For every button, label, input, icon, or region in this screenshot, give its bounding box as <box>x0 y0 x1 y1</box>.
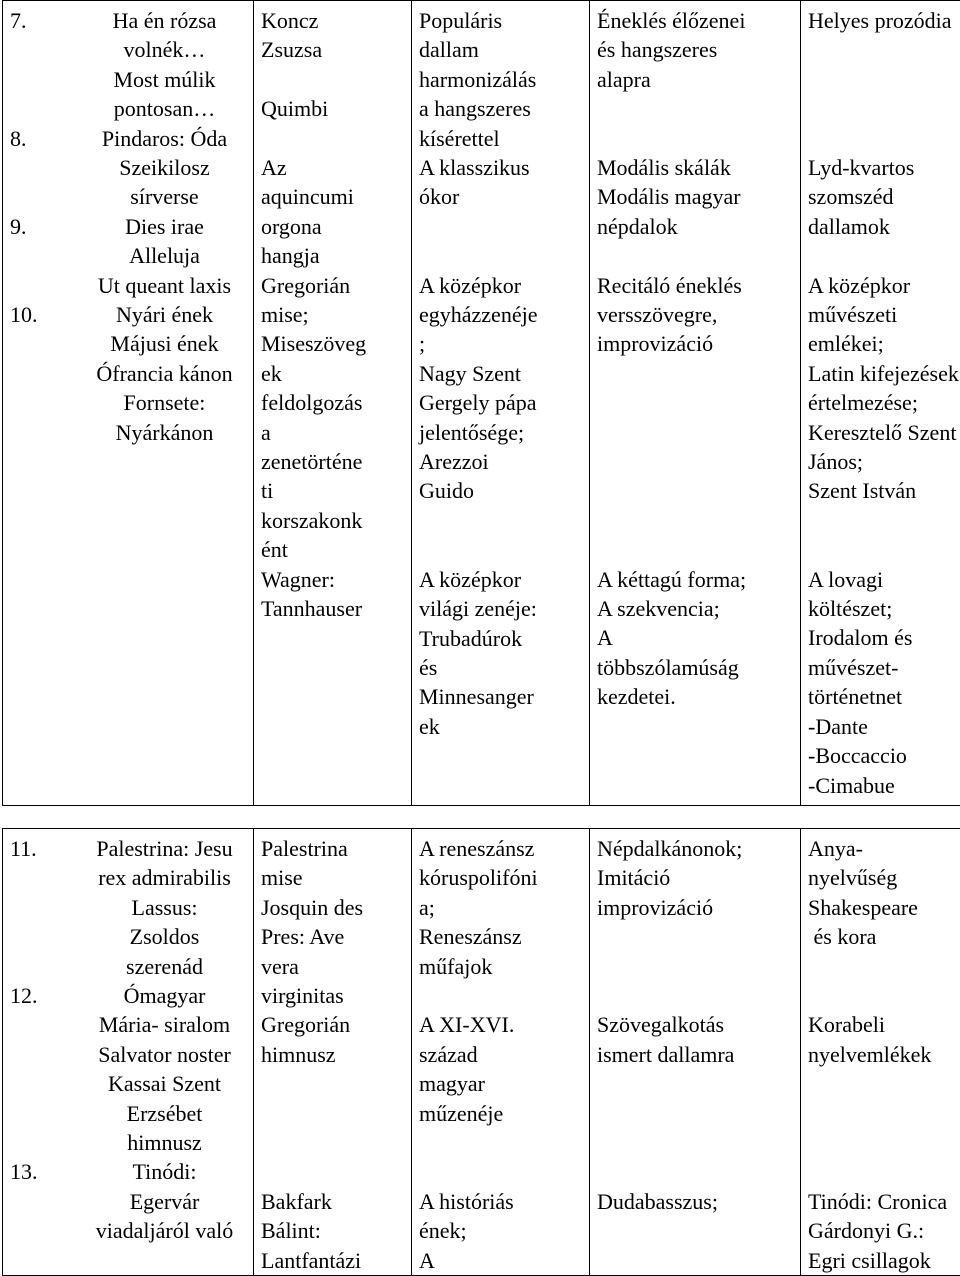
cell-text-line: Lantfantázi <box>261 1247 362 1273</box>
song-item <box>10 981 247 1157</box>
cell-text-line: egyházzenéje <box>419 302 538 328</box>
cell-text-line: Nyárkánon <box>115 419 214 445</box>
cell-text-line: A szekvencia; <box>597 596 720 622</box>
cell-text-line: Nagy Szent <box>419 360 522 386</box>
cell-text-line: kóruspolifóni <box>419 865 538 891</box>
cell-block <box>597 6 794 94</box>
cell-text-line: Egri csillagok <box>808 1247 931 1273</box>
song-title <box>82 212 247 300</box>
cell-text-line: Keresztelő Szent <box>808 419 957 445</box>
cell-text-line: Latin kifejezések <box>808 360 959 386</box>
cell-text-line: Ófrancia kánon <box>96 360 233 386</box>
cell-text-line: Guido <box>419 478 474 504</box>
cell-text-line: értelmezése; <box>808 390 918 416</box>
topic-cell <box>412 829 590 1276</box>
cell-text-line: népdalok <box>597 213 678 239</box>
cell-text-line: Miseszöveg <box>261 331 367 357</box>
cell-text-line: -Cimabue <box>808 772 895 798</box>
cell-text-line: költészet; <box>808 596 893 622</box>
cell-text-line: Egervár <box>129 1188 200 1214</box>
cell-text-line: Népdalkánonok; <box>597 836 743 861</box>
cell-text-line: Zsuzsa <box>261 37 323 63</box>
cell-text-line: művészeti <box>808 302 898 328</box>
cell-text-line: magyar <box>419 1071 485 1097</box>
cell-block <box>597 1187 794 1216</box>
cell-text-line: többszólamúság <box>597 654 739 680</box>
cell-text-line: Gergely pápa <box>419 390 537 416</box>
cell-block <box>419 153 583 212</box>
cell-text-line: Mária- siralom <box>98 1012 231 1038</box>
cell-text-line: ek <box>419 713 440 739</box>
cell-text-line: sírverse <box>130 184 199 210</box>
song-cell <box>3 829 254 1276</box>
cell-text-line: Anya- <box>808 836 863 861</box>
cell-text-line: rex admirabilis <box>98 865 231 891</box>
song-list <box>10 834 247 1246</box>
cell-text-line: volnék… <box>123 37 206 63</box>
cell-text-line: Most múlik <box>113 66 216 92</box>
cell-text-line: és kora <box>808 924 877 950</box>
cell-text-line: jelentősége; <box>419 419 525 445</box>
cell-text-line <box>261 65 405 94</box>
cell-text-line: Modális magyar <box>597 184 741 210</box>
cell-text-line: Gárdonyi G.: <box>808 1218 925 1244</box>
cell-block <box>597 271 794 359</box>
cell-block <box>261 565 405 624</box>
cell-text-line: Alleluja <box>129 243 200 269</box>
song-title <box>82 124 247 212</box>
curriculum-table-top <box>2 0 960 806</box>
cell-text-line: a <box>261 419 271 445</box>
song-number: 8. <box>10 125 27 151</box>
cell-block <box>419 271 583 506</box>
cell-text-line: szomszéd <box>808 184 894 210</box>
listening-cell <box>254 829 412 1276</box>
song-item <box>10 300 247 447</box>
cell-text-line: Ómagyar <box>123 983 206 1009</box>
cell-text-line: -Dante <box>808 713 868 739</box>
cell-text-line: század <box>419 1041 478 1067</box>
cell-text-line: Populáris <box>419 8 503 33</box>
cell-text-line: A kéttagú forma; <box>597 566 747 592</box>
cell-text-line: és hangszeres <box>597 37 718 63</box>
cell-text-line: A középkor <box>419 566 522 592</box>
cell-text-line: mise <box>261 865 303 891</box>
song-number: 10. <box>10 302 38 328</box>
song-title <box>82 1157 247 1245</box>
cell-text-line: ókor <box>419 184 460 210</box>
cell-text-line: Szent István <box>808 478 917 504</box>
cell-text-line: hangja <box>261 243 320 269</box>
cell-text-line: A <box>419 1247 435 1273</box>
cell-text-line: Zsoldos <box>129 924 200 950</box>
cell-text-line: pontosan… <box>113 96 216 122</box>
cell-block <box>261 153 405 271</box>
cell-text-line: A lovagi <box>808 566 884 592</box>
cell-text-line: mise; <box>261 302 309 328</box>
cell-block <box>808 565 960 800</box>
cell-text-line: Az <box>261 155 287 181</box>
cell-block <box>808 834 960 952</box>
cell-text-line: emlékei; <box>808 331 884 357</box>
cell-block <box>261 1010 405 1069</box>
cell-text-line: Reneszánsz <box>419 924 522 950</box>
cell-text-line: Kassai Szent <box>107 1071 222 1097</box>
cell-text-line: Minnesanger <box>419 684 534 710</box>
song-number: 11. <box>10 836 37 861</box>
cell-text-line: művészet- <box>808 654 899 680</box>
cell-text-line: Pres: Ave <box>261 924 345 950</box>
cell-text-line: Nyári ének <box>115 302 214 328</box>
cell-block <box>419 1187 583 1275</box>
cell-text-line: Ut queant laxis <box>97 272 232 298</box>
cell-block <box>419 1010 583 1128</box>
cell-block <box>597 153 794 241</box>
cell-text-line: ti <box>261 478 274 504</box>
cell-block <box>808 271 960 506</box>
cell-text-line: világi zenéje: <box>419 596 537 622</box>
cell-text-line: dallamok <box>808 213 890 239</box>
cell-text-line: korszakonk <box>261 507 363 533</box>
cell-text-line: Josquin des <box>261 894 364 920</box>
cell-block <box>261 834 405 1010</box>
cell-text-line: nyelvemlékek <box>808 1041 932 1067</box>
cell-text-line: himnusz <box>261 1041 336 1067</box>
cell-text-line: Wagner: <box>261 566 335 592</box>
song-item <box>10 124 247 212</box>
cell-text-line: A középkor <box>419 272 522 298</box>
cell-block <box>261 6 405 124</box>
cell-text-line: Ha én rózsa <box>112 8 217 33</box>
cell-text-line: és <box>419 654 438 680</box>
cell-text-line: Dies irae <box>125 213 204 239</box>
cell-text-line: A XI-XVI. <box>419 1012 515 1038</box>
song-title <box>82 300 247 447</box>
cell-text-line: Koncz <box>261 8 319 33</box>
cell-block <box>597 565 794 712</box>
cell-text-line: vera <box>261 953 299 979</box>
cell-text-line: ének; <box>419 1218 467 1244</box>
song-title <box>82 981 247 1157</box>
cell-text-line: kezdetei. <box>597 684 676 710</box>
song-cell <box>3 1 254 806</box>
cell-text-line: műzenéje <box>419 1100 504 1126</box>
cell-text-line: Tinódi: <box>132 1159 197 1185</box>
song-title <box>82 6 247 124</box>
cell-text-line: Pindaros: Óda <box>101 125 228 151</box>
cell-text-line: improvizáció <box>597 331 714 357</box>
cell-block <box>808 153 960 241</box>
cell-block <box>808 1187 960 1275</box>
cell-block <box>261 1187 405 1275</box>
cell-text-line: szerenád <box>126 953 203 979</box>
cell-block <box>808 1010 960 1069</box>
cell-text-line: Szövegalkotás <box>597 1012 725 1038</box>
cell-text-line: Gregorián <box>261 1012 351 1038</box>
cell-text-line: kísérettel <box>419 125 500 151</box>
cell-text-line: A históriás <box>419 1188 514 1214</box>
listening-cell <box>254 1 412 806</box>
cell-text-line: Dudabasszus; <box>597 1188 718 1214</box>
cell-text-line: Fornsete: <box>123 390 206 416</box>
cell-text-line: A középkor <box>808 272 911 298</box>
cell-text-line: Lassus: <box>131 894 198 920</box>
cell-text-line: harmonizálás <box>419 66 537 92</box>
cell-text-line: Shakespeare <box>808 894 918 920</box>
cell-block <box>597 834 794 922</box>
cell-text-line: versszövegre, <box>597 302 718 328</box>
cell-text-line: a hangszeres <box>419 96 531 122</box>
cell-text-line: Salvator noster <box>98 1041 231 1067</box>
cell-text-line: Éneklés élőzenei <box>597 8 746 33</box>
song-item <box>10 212 247 300</box>
cell-text-line: zenetörténe <box>261 449 363 475</box>
cell-text-line: Bakfark <box>261 1188 332 1214</box>
cell-text-line: A klasszikus <box>419 155 530 181</box>
cell-text-line: viadaljáról való <box>95 1218 234 1244</box>
table-row <box>3 829 960 1276</box>
cell-text-line: Arezzoi <box>419 449 489 475</box>
cell-text-line: alapra <box>597 66 651 92</box>
cell-text-line: Lyd-kvartos <box>808 155 915 180</box>
curriculum-table-bottom <box>2 828 960 1276</box>
skill-cell <box>590 829 801 1276</box>
cell-text-line: Bálint: <box>261 1218 321 1244</box>
cell-text-line: ismert dallamra <box>597 1041 735 1067</box>
cell-text-line: Tannhauser <box>261 596 363 622</box>
cell-text-line: Korabeli <box>808 1012 885 1038</box>
cell-text-line: Palestrina <box>261 836 348 861</box>
cell-text-line: Modális skálák <box>597 155 731 181</box>
cell-block <box>597 1010 794 1069</box>
cell-text-line: virginitas <box>261 983 344 1009</box>
cell-text-line: A <box>597 625 613 651</box>
connection-cell <box>801 1 960 806</box>
cell-text-line: ént <box>261 537 288 563</box>
song-number: 7. <box>10 8 27 33</box>
topic-cell <box>412 1 590 806</box>
cell-text-line: Szeikilosz <box>119 155 210 181</box>
cell-block <box>419 834 583 981</box>
song-item <box>10 834 247 981</box>
cell-text-line: Tinódi: Cronica <box>808 1188 948 1214</box>
cell-text-line: feldolgozás <box>261 390 363 416</box>
cell-text-line: Gregorián <box>261 272 351 298</box>
cell-text-line: Erzsébet <box>126 1100 203 1126</box>
cell-text-line: Helyes prozódia <box>808 8 952 33</box>
cell-text-line: Recitáló éneklés <box>597 272 742 298</box>
cell-text-line: János; <box>808 449 863 475</box>
cell-text-line: Palestrina: Jesu <box>96 836 233 861</box>
connection-cell <box>801 829 960 1276</box>
cell-block <box>419 6 583 153</box>
song-list <box>10 6 247 447</box>
cell-text-line: Májusi ének <box>110 331 219 357</box>
cell-block <box>261 271 405 565</box>
table-row <box>3 1 960 806</box>
cell-text-line: improvizáció <box>597 894 714 920</box>
cell-text-line: nyelvűség <box>808 865 898 891</box>
cell-text-line: történetnet <box>808 684 903 710</box>
cell-block <box>419 565 583 741</box>
song-number: 12. <box>10 983 38 1009</box>
song-item <box>10 1157 247 1245</box>
cell-text-line: orgona <box>261 213 322 239</box>
cell-text-line: dallam <box>419 37 479 63</box>
cell-text-line: A reneszánsz <box>419 836 535 861</box>
cell-text-line: -Boccaccio <box>808 743 907 769</box>
cell-text-line: műfajok <box>419 953 493 979</box>
cell-text-line: ek <box>261 360 282 386</box>
song-number: 13. <box>10 1159 38 1185</box>
song-title <box>82 834 247 981</box>
song-number: 9. <box>10 213 27 239</box>
cell-text-line: Quimbi <box>261 96 329 122</box>
cell-text-line: Trubadúrok <box>419 625 523 651</box>
song-item <box>10 6 247 124</box>
cell-text-line: Imitáció <box>597 865 671 891</box>
cell-text-line: Irodalom és <box>808 625 913 651</box>
cell-text-line: aquincumi <box>261 184 354 210</box>
cell-text-line: a; <box>419 894 435 920</box>
skill-cell <box>590 1 801 806</box>
cell-text-line: himnusz <box>127 1130 202 1156</box>
cell-block <box>808 6 960 35</box>
cell-text-line: ; <box>419 331 426 357</box>
